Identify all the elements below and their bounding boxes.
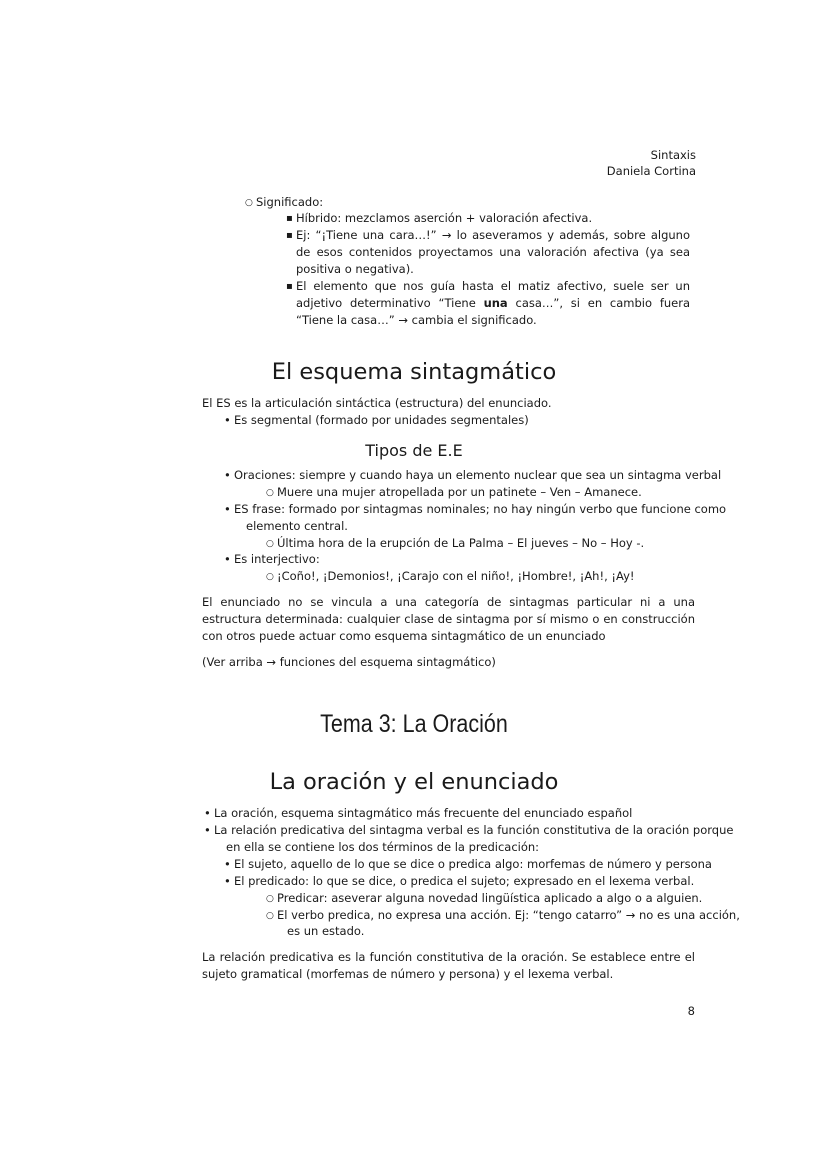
section-title-oracion: La oración y el enunciado [269,769,559,795]
interjectivo-item: • Es interjectivo: [234,551,320,568]
oracion-bullet-1: • La oración, esquema sintagmático más frecuente del enunciado español [214,805,632,822]
section-title-esquema: El esquema sintagmático [271,359,557,385]
ver-arriba: (Ver arriba → funciones del esquema sintagmático) [202,655,496,669]
header-author: Daniela Cortina [606,164,696,178]
oracion-bullet-2: • La relación predicativa del sintagma verbal es la función constitutiva de la oración porque [214,822,733,839]
frase-item-cont: elemento central. [246,519,348,533]
esquema-intro: El ES es la articulación sintáctica (estructura) del enunciado. [202,396,552,410]
oraciones-ejemplo: ○ Muere una mujer atropellada por un patinete – Ven – Amanece. [277,484,642,501]
predicado-item: • El predicado: lo que se dice, o predica el sujeto; expresado en el lexema verbal. [234,873,694,890]
page-number: 8 [687,1004,695,1018]
hibrido-item: ▪ Híbrido: mezclamos aserción + valoración afectiva. [296,210,592,227]
verbo-item-cont: es un estado. [287,924,365,938]
predicar-item: ○ Predicar: aseverar alguna novedad lingüística aplicado a algo o a alguien. [277,890,702,907]
header-title: Sintaxis [650,148,696,162]
sujeto-item: • El sujeto, aquello de lo que se dice o predica algo: morfemas de número y persona [234,856,712,873]
oraciones-item: • Oraciones: siempre y cuando haya un elemento nuclear que sea un sintagma verbal [234,467,721,484]
esquema-paragraph: El enunciado no se vincula a una categoría de sintagmas particular ni a una estructura determinada: cualquier clase de sintagma por sí mismo o en construcción con otros puede actuar como esquema sintagmático de un enunciado [202,595,695,643]
frase-item: • ES frase: formado por sintagmas nominales; no hay ningún verbo que funcione como [234,501,726,518]
tipos-title: Tipos de E.E [365,441,463,460]
elemento-text-bold: una [483,296,508,310]
segmental-item: • Es segmental (formado por unidades segmentales) [234,412,529,429]
verbo-item: ○ El verbo predica, no expresa una acción. Ej: “tengo catarro” → no es una acción, [277,907,740,924]
ejemplo-item [296,227,690,278]
elemento-text-b: casa…”, si en cambio fuera “Tiene la casa…” → cambia el significado. [296,296,691,327]
elemento-text-a: El elemento que nos guía hasta el matiz afectivo, suele ser un adjetivo determinativo “Tiene [296,279,690,310]
oracion-bullet-2-cont: en ella se contiene los dos términos de la predicación: [226,840,540,854]
ejemplo-text: Ej: “¡Tiene una cara…!” → lo aseveramos y además, sobre alguno de esos contenidos proyectamos una valoración afectiva (ya sea positiva o negativa). [296,228,690,276]
chapter-title: Tema 3: La Oración [320,710,508,738]
interjectivo-ejemplo: ○ ¡Coño!, ¡Demonios!, ¡Carajo con el niño!, ¡Hombre!, ¡Ah!, ¡Ay! [277,568,635,585]
significado-item: ○ Significado: [256,194,323,211]
final-paragraph: La relación predicativa es la función constitutiva de la oración. Se establece entre el sujeto gramatical (morfemas de número y persona) y el lexema verbal. [202,950,695,981]
elemento-item [296,278,690,329]
frase-ejemplo: ○ Última hora de la erupción de La Palma – El jueves – No – Hoy -. [277,535,644,552]
